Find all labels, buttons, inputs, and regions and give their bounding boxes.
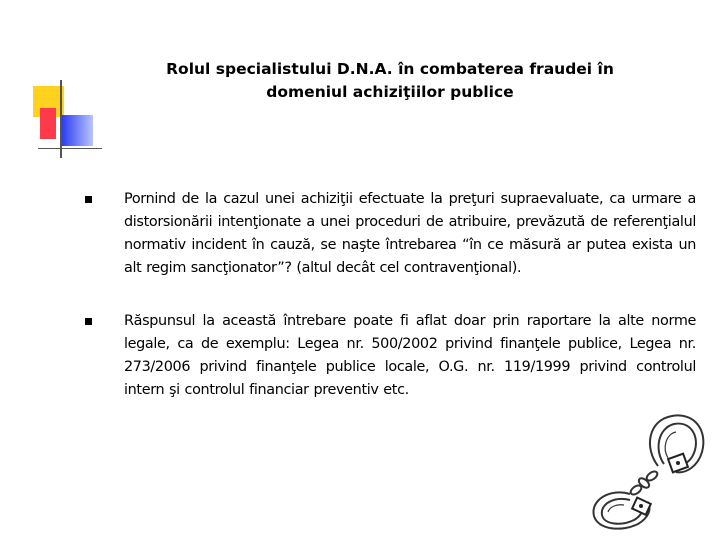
list-item	[84, 188, 696, 280]
handcuffs-icon	[586, 408, 712, 532]
horizontal-line	[38, 148, 102, 149]
bullet-list	[84, 188, 696, 432]
vertical-line	[60, 80, 62, 158]
bullet-square-icon	[85, 196, 92, 203]
slide-title: Rolul specialistului D.N.A. în combaterea fraudei în domeniul achiziţiilor publice	[166, 60, 614, 101]
bullet-text: Pornind de la cazul unei achiziţii efectuate la preţuri supraevaluate, ca urmare a distorsionării intenţionate a unei proceduri de atribuire, prevăzută de referenţialul normativ incident în cauză, se naşte întrebarea “în ce măsură ar putea exista un alt regim sancţionator”? (altul decât cel contravenţional).	[124, 191, 696, 276]
blue-gradient-square	[62, 115, 93, 146]
bullet-text: Răspunsul la această întrebare poate fi aflat doar prin raportare la alte norme legale, ca de exemplu: Legea nr. 500/2002 privind finanţele publice, Legea nr. 273/2006 privind finanţele publice locale, O.G. nr. 119/1999 privind controlul intern şi controlul financiar preventiv etc.	[124, 313, 696, 398]
red-square	[40, 108, 56, 139]
bullet-square-icon	[85, 318, 92, 325]
list-item	[84, 310, 696, 402]
